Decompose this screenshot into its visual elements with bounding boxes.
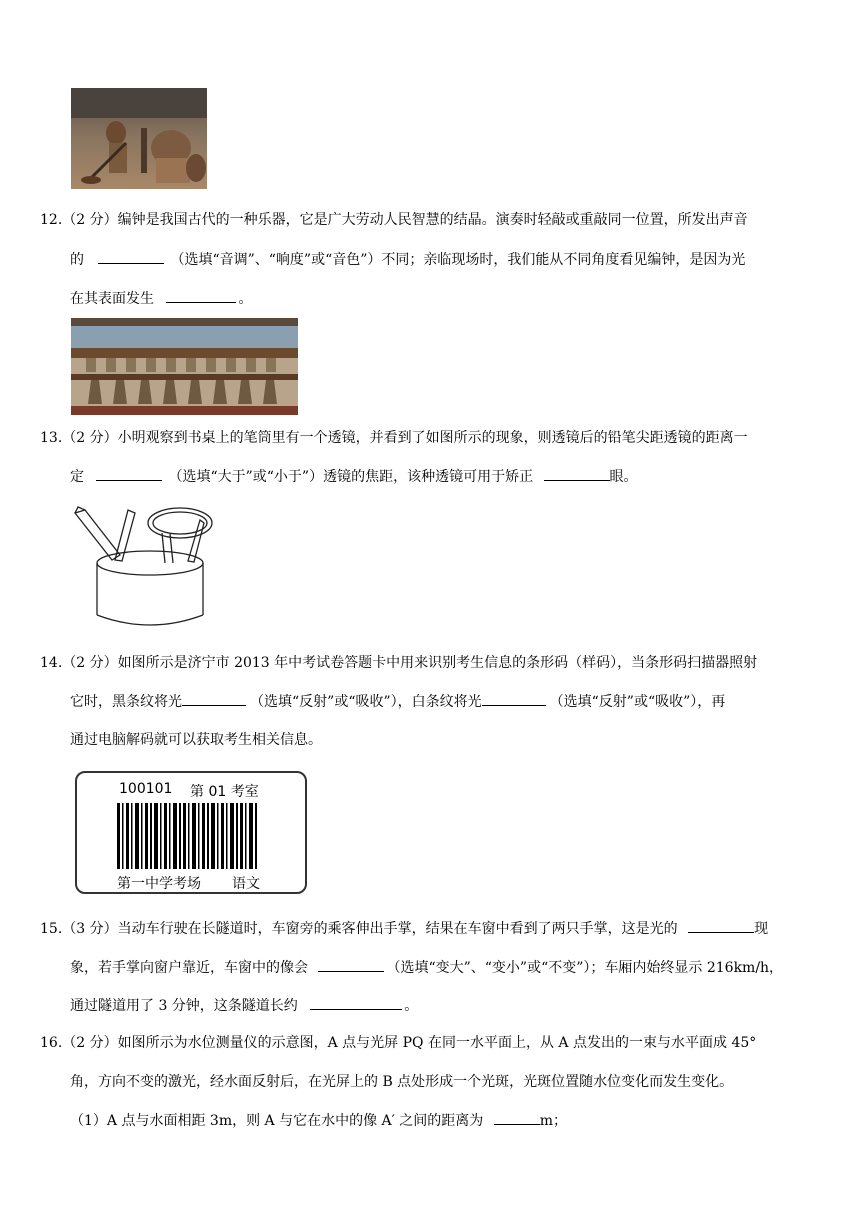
q15-text: （选填“变大”、“变小”或“不变”）；车厢内始终显示 216km/h， xyxy=(386,960,784,976)
barcode-room: 第 01 考室 xyxy=(190,784,259,800)
q15-line2 xyxy=(70,957,783,978)
q14-text: （选填“反射”或“吸收”），再 xyxy=(549,694,726,710)
q13-text: （选填“大于”或“小于”）透镜的焦距，该种透镜可用于矫正 xyxy=(168,469,534,485)
barcode-subject: 语文 xyxy=(232,876,260,892)
q16-line2: 角，方向不变的激光，经水面反射后，在光屏上的 B 点处形成一个光斑，光斑位置随水位变化而发生变化。 xyxy=(70,1074,734,1090)
q15-text: 15.（3 分）当动车行驶在长隧道时，车窗旁的乘客伸出手掌，结果在车窗中看到了两只手掌，这是光的 xyxy=(40,921,678,937)
q16-text: m； xyxy=(539,1113,568,1129)
q13-text: 眼。 xyxy=(609,469,638,485)
q14-line1: 14.（2 分）如图所示是济宁市 2013 年中考试卷答题卡中用来识别考生信息的条形码（样码），当条形码扫描器照射 xyxy=(40,655,758,671)
bianzhong-photo xyxy=(71,318,298,415)
q13-line1: 13.（2 分）小明观察到书桌上的笔筒里有一个透镜，并看到了如图所示的现象，则透镜后的铅笔尖距透镜的距离一 xyxy=(40,430,748,446)
q16-text: （1）A 点与水面相距 3m，则 A 与它在水中的像 A′ 之间的距离为 xyxy=(70,1113,484,1129)
craftsman-photo xyxy=(71,88,207,189)
q16-line1: 16.（2 分）如图所示为水位测量仪的示意图，A 点与光屏 PQ 在同一水平面上，从 A 点发出的一束与水平面成 45° xyxy=(40,1035,757,1051)
barcode-label xyxy=(75,771,307,894)
q12-text: 的 xyxy=(70,252,84,268)
q14-text: 它时，黑条纹将光 xyxy=(70,694,182,710)
q12-text: 。 xyxy=(238,291,253,307)
q15-line3 xyxy=(70,995,418,1016)
q12-line3 xyxy=(70,288,252,309)
answer-blank[interactable] xyxy=(318,957,384,972)
q12-line2 xyxy=(70,249,745,270)
q13-text: 定 xyxy=(70,469,84,485)
answer-blank[interactable] xyxy=(98,249,164,264)
q15-text: 现 xyxy=(754,921,769,937)
q15-text: 象，若手掌向窗户靠近，车窗中的像会 xyxy=(70,960,308,976)
q15-text: 。 xyxy=(404,998,419,1014)
pen-holder-diagram xyxy=(70,505,230,631)
q14-line3: 通过电脑解码就可以获取考生相关信息。 xyxy=(70,732,322,748)
q12-line1: 12.（2 分）编钟是我国古代的一种乐器，它是广大劳动人民智慧的结晶。演奏时轻敲或重敲同一位置，所发出声音 xyxy=(40,212,748,228)
barcode-bars xyxy=(117,803,259,869)
answer-blank[interactable] xyxy=(310,995,402,1010)
answer-blank[interactable] xyxy=(688,918,754,933)
q16-sub1 xyxy=(70,1110,567,1131)
barcode-school: 第一中学考场 xyxy=(117,876,201,892)
barcode-number: 100101 xyxy=(119,781,173,797)
answer-blank[interactable] xyxy=(494,1110,540,1125)
answer-blank[interactable] xyxy=(166,288,236,303)
q15-line1 xyxy=(40,918,768,939)
q15-text: 通过隧道用了 3 分钟，这条隧道长约 xyxy=(70,998,298,1014)
answer-blank[interactable] xyxy=(544,466,610,481)
q14-text: （选填“反射”或“吸收”），白条纹将光 xyxy=(250,694,482,710)
q14-line2 xyxy=(70,691,725,712)
q12-text: （选填“音调”、“响度”或“音色”）不同；亲临现场时，我们能从不同角度看见编钟，是因为光 xyxy=(170,252,746,268)
answer-blank[interactable] xyxy=(182,691,246,706)
q13-line2 xyxy=(70,466,638,487)
q12-text: 在其表面发生 xyxy=(70,291,154,307)
answer-blank[interactable] xyxy=(96,466,162,481)
answer-blank[interactable] xyxy=(482,691,546,706)
